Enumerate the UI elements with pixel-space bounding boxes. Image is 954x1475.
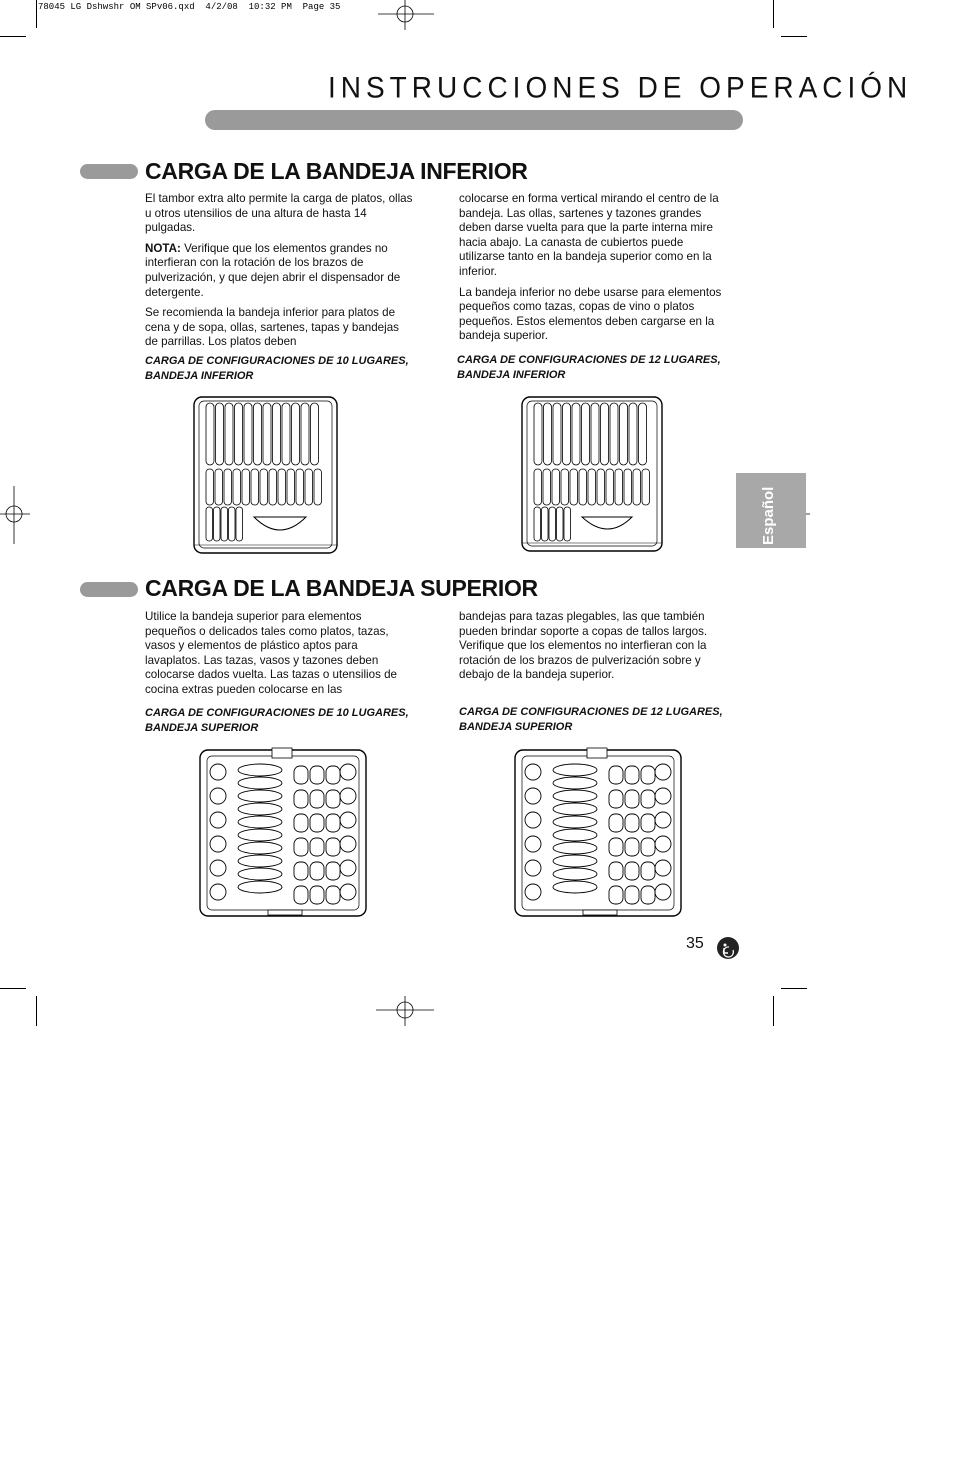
caption-upper-10: CARGA DE CONFIGURACIONES DE 10 LUGARES, BANDEJA SUPERIOR — [145, 707, 409, 734]
paragraph: colocarse en forma vertical mirando el centro de la bandeja. Las ollas, sartenes y tazones grandes deben darse vuelta para que la parte interna mire hacia abajo. La canasta de cubiertos puede utilizarse tanto en la bandeja superior como en la inferior. — [459, 192, 719, 278]
lg-logo-icon — [716, 936, 740, 960]
section-upper-col1 — [145, 610, 415, 704]
section-upper-marker — [80, 582, 138, 597]
upper-rack-12-illustration — [513, 746, 685, 920]
section-upper-col2 — [459, 610, 729, 689]
paragraph: La bandeja inferior no debe usarse para elementos pequeños como tazas, copas de vino o platos pequeños. Estos elementos deben cargarse en la bandeja superior. — [459, 285, 722, 343]
registration-mark-top — [378, 0, 434, 30]
lower-rack-12-illustration — [520, 395, 664, 555]
registration-mark-bottom — [376, 996, 434, 1026]
upper-rack-10-illustration — [198, 746, 370, 920]
note-paragraph — [145, 242, 415, 300]
print-slug: 78045 LG Dshwshr OM SPv06.qxd 4/2/08 10:32 PM Page 35 — [38, 2, 341, 12]
paragraph: Se recomienda la bandeja inferior para platos de cena y de sopa, ollas, sartenes, tapas y bandejas de parrillas. Los platos deben — [145, 306, 399, 349]
page-number: 35 — [686, 935, 704, 952]
paragraph: bandejas para tazas plegables, las que también pueden brindar soporte a copas de tallos largos. Verifique que los elementos no interfieran con la rotación de los brazos de pulverización sobre y debajo de la bandeja superior. — [459, 610, 708, 682]
note-text: Verifique que los elementos grandes no interfieran con la rotación de los brazos de pulverización, y que dejen abrir el dispensador de detergente. — [145, 241, 401, 299]
section-lower-col2 — [459, 192, 729, 350]
caption-upper-12: CARGA DE CONFIGURACIONES DE 12 LUGARES, BANDEJA SUPERIOR — [459, 706, 723, 733]
page-title: INSTRUCCIONES DE OPERACIÓN — [328, 71, 913, 104]
lower-rack-10-illustration — [192, 395, 340, 557]
section-lower-heading: CARGA DE LA BANDEJA INFERIOR — [145, 158, 528, 184]
title-bar — [205, 110, 743, 130]
registration-mark-left — [0, 486, 30, 544]
section-lower-marker — [80, 164, 138, 179]
section-lower-col1 — [145, 192, 415, 356]
note-label: NOTA: — [145, 241, 181, 255]
language-side-tab-label: Español — [760, 486, 777, 545]
caption-lower-12: CARGA DE CONFIGURACIONES DE 12 LUGARES, BANDEJA INFERIOR — [457, 354, 721, 381]
paragraph: Utilice la bandeja superior para elementos pequeños o delicados tales como platos, tazas, vasos y elementos de plástico aptos para lavaplatos. Las tazas, vasos y tazones deben colocarse dados vuelta. Las tazas o utensilios de cocina extras pueden colocarse en las — [145, 610, 397, 696]
section-upper-heading: CARGA DE LA BANDEJA SUPERIOR — [145, 575, 538, 601]
caption-lower-10: CARGA DE CONFIGURACIONES DE 10 LUGARES, BANDEJA INFERIOR — [145, 355, 409, 382]
paragraph: El tambor extra alto permite la carga de platos, ollas u otros utensilios de una altura de hasta 14 pulgadas. — [145, 192, 413, 235]
